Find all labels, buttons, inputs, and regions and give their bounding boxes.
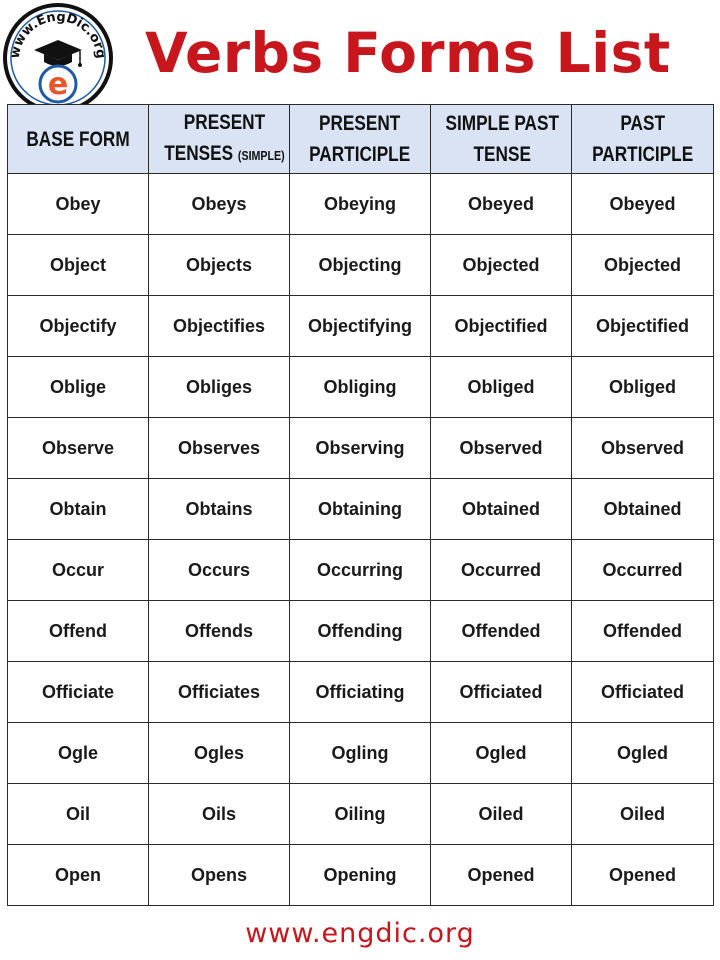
- verb-text: Objectified: [454, 315, 548, 336]
- verb-text: Obeyed: [467, 193, 535, 214]
- table-cell-present-participle: [290, 357, 431, 418]
- table-cell-simple-past-tense: [431, 540, 572, 601]
- table-row: [8, 784, 714, 845]
- table-cell-present-tense: [149, 418, 290, 479]
- verb-text: Oiled: [619, 803, 665, 824]
- table-cell-past-participle: [572, 357, 714, 418]
- table-cell-present-participle: [290, 845, 431, 906]
- column-header-label: [309, 108, 410, 170]
- table-cell-base-form: [8, 723, 149, 784]
- table-cell-base-form: [8, 601, 149, 662]
- table-cell-present-participle: [290, 540, 431, 601]
- verb-text: Occurred: [602, 559, 683, 580]
- verb-text: Obliged: [609, 376, 676, 397]
- table-cell-past-participle: [572, 723, 714, 784]
- verb-text: Obtained: [603, 498, 682, 519]
- table-cell-past-participle: [572, 540, 714, 601]
- table-cell-past-participle: [572, 601, 714, 662]
- column-header-label: [26, 124, 129, 155]
- verb-text: Officiating: [315, 681, 405, 702]
- table-cell-present-tense: [149, 479, 290, 540]
- table-cell-simple-past-tense: [431, 357, 572, 418]
- table-cell-simple-past-tense: [431, 662, 572, 723]
- verb-text: Oiled: [478, 803, 524, 824]
- table-cell-present-tense: [149, 723, 290, 784]
- table-cell-present-participle: [290, 479, 431, 540]
- verb-text: Oblige: [49, 376, 106, 397]
- table-row: [8, 540, 714, 601]
- header-note: (SIMPLE): [237, 148, 285, 163]
- table-cell-simple-past-tense: [431, 235, 572, 296]
- column-header-base-form: [8, 105, 149, 174]
- verb-text: Objected: [603, 254, 682, 275]
- verb-text: Observed: [459, 437, 543, 458]
- verb-text: Opens: [190, 864, 247, 885]
- table-row: [8, 357, 714, 418]
- column-header-label: [592, 108, 693, 170]
- table-cell-present-tense: [149, 845, 290, 906]
- table-body: [8, 174, 714, 906]
- logo-arc-text: www.EngDic.org: [7, 9, 109, 60]
- verb-text: Open: [54, 864, 101, 885]
- table-cell-simple-past-tense: [431, 845, 572, 906]
- table-cell-simple-past-tense: [431, 296, 572, 357]
- verb-text: Opening: [323, 864, 397, 885]
- header-line-2: PARTICIPLE: [591, 143, 694, 166]
- table-cell-present-participle: [290, 418, 431, 479]
- column-header-past-participle: [572, 105, 714, 174]
- verb-text: Oils: [201, 803, 236, 824]
- verb-text: Objectifies: [172, 315, 266, 336]
- table-cell-present-participle: [290, 784, 431, 845]
- verb-text: Observes: [177, 437, 261, 458]
- verb-text: Offended: [603, 620, 682, 641]
- header-line-1: BASE FORM: [26, 127, 130, 151]
- table-cell-base-form: [8, 174, 149, 235]
- verb-text: Objectifying: [307, 315, 412, 336]
- table-row: [8, 418, 714, 479]
- table-cell-past-participle: [572, 479, 714, 540]
- table-row: [8, 723, 714, 784]
- table-cell-base-form: [8, 235, 149, 296]
- table-cell-simple-past-tense: [431, 723, 572, 784]
- table-cell-present-participle: [290, 235, 431, 296]
- table-header: [8, 105, 714, 174]
- column-header-present-participle: [290, 105, 431, 174]
- verb-forms-table: [7, 104, 714, 906]
- verb-text: Obey: [55, 193, 101, 214]
- table-cell-past-participle: [572, 235, 714, 296]
- table-cell-base-form: [8, 296, 149, 357]
- header-line-2: PARTICIPLE: [309, 143, 411, 166]
- table-cell-past-participle: [572, 418, 714, 479]
- table-row: [8, 601, 714, 662]
- verb-text: Obliged: [467, 376, 535, 397]
- footer-url: www.engdic.org: [245, 918, 475, 949]
- table-cell-base-form: [8, 784, 149, 845]
- verb-text: Obtaining: [318, 498, 402, 519]
- column-header-present-tense: [149, 105, 290, 174]
- table-row: [8, 479, 714, 540]
- verb-text: Offended: [461, 620, 541, 641]
- verb-text: Object: [49, 254, 106, 275]
- table-cell-present-participle: [290, 296, 431, 357]
- table-cell-present-participle: [290, 601, 431, 662]
- table-cell-present-tense: [149, 601, 290, 662]
- table-row: [8, 174, 714, 235]
- verb-text: Opened: [608, 864, 676, 885]
- verb-text: Obliges: [185, 376, 252, 397]
- verb-text: Ogled: [616, 742, 668, 763]
- verb-text: Objects: [185, 254, 253, 275]
- table-cell-past-participle: [572, 784, 714, 845]
- table-cell-base-form: [8, 845, 149, 906]
- verb-text: Occurs: [187, 559, 251, 580]
- verb-text: Ogling: [331, 742, 389, 763]
- header-line-1: PRESENT: [319, 112, 401, 135]
- logo-letter: e: [47, 67, 69, 102]
- table-cell-present-tense: [149, 296, 290, 357]
- verb-text: Oiling: [334, 803, 386, 824]
- column-header-label: [445, 108, 559, 170]
- verb-text: Obliging: [323, 376, 397, 397]
- page-title: Verbs Forms List: [145, 21, 671, 85]
- verb-text: Oil: [65, 803, 90, 824]
- header-line-2: TENSE: [473, 143, 531, 166]
- table-cell-base-form: [8, 540, 149, 601]
- verb-text: Ogle: [57, 742, 98, 763]
- verb-text: Officiated: [459, 681, 543, 702]
- table-cell-base-form: [8, 479, 149, 540]
- table-cell-past-participle: [572, 662, 714, 723]
- verb-text: Observed: [600, 437, 685, 458]
- verb-text: Officiates: [177, 681, 261, 702]
- table-cell-base-form: [8, 357, 149, 418]
- table-row: [8, 845, 714, 906]
- verb-text: Obtains: [185, 498, 253, 519]
- verb-text: Obeyed: [609, 193, 676, 214]
- table-cell-simple-past-tense: [431, 174, 572, 235]
- table-cell-base-form: [8, 662, 149, 723]
- table-cell-past-participle: [572, 845, 714, 906]
- verb-text: Occurred: [460, 559, 542, 580]
- table-cell-simple-past-tense: [431, 601, 572, 662]
- table-cell-present-tense: [149, 540, 290, 601]
- verb-text: Ogles: [193, 742, 245, 763]
- table-row: [8, 296, 714, 357]
- verb-text: Obeying: [323, 193, 396, 214]
- verb-text: Offend: [49, 620, 107, 641]
- table-cell-past-participle: [572, 174, 714, 235]
- header-line-2: TENSES: [164, 142, 234, 165]
- verb-text: Ogled: [475, 742, 527, 763]
- header-line-1: PRESENT: [183, 111, 266, 134]
- table-cell-simple-past-tense: [431, 784, 572, 845]
- table-cell-present-tense: [149, 235, 290, 296]
- table-cell-past-participle: [572, 296, 714, 357]
- header-line-1: PAST: [620, 112, 665, 135]
- table-cell-present-tense: [149, 174, 290, 235]
- verb-text: Observing: [315, 437, 405, 458]
- verb-text: Observe: [41, 437, 115, 458]
- table-cell-present-participle: [290, 662, 431, 723]
- column-header-label: [164, 107, 284, 171]
- header-line-1: SIMPLE PAST: [445, 112, 560, 135]
- verb-text: Objected: [462, 254, 540, 275]
- verb-text: Officiate: [41, 681, 115, 702]
- engdic-logo: [2, 2, 114, 114]
- table-cell-base-form: [8, 418, 149, 479]
- verb-text: Obtain: [49, 498, 107, 519]
- verb-text: Objecting: [318, 254, 402, 275]
- verb-text: Officiated: [600, 681, 684, 702]
- table-cell-simple-past-tense: [431, 479, 572, 540]
- verb-text: Objectified: [595, 315, 689, 336]
- verb-text: Offends: [184, 620, 253, 641]
- verb-text: Obtained: [461, 498, 540, 519]
- verb-text: Occur: [51, 559, 105, 580]
- verb-text: Opened: [467, 864, 535, 885]
- table-row: [8, 235, 714, 296]
- table-cell-simple-past-tense: [431, 418, 572, 479]
- verb-text: Objectify: [39, 315, 117, 336]
- header-row: [8, 105, 714, 174]
- column-header-simple-past-tense: [431, 105, 572, 174]
- verb-text: Obeys: [191, 193, 247, 214]
- table-cell-present-tense: [149, 357, 290, 418]
- table-cell-present-participle: [290, 723, 431, 784]
- verb-text: Offending: [317, 620, 403, 641]
- table-cell-present-participle: [290, 174, 431, 235]
- verb-text: Occurring: [316, 559, 404, 580]
- table-cell-present-tense: [149, 784, 290, 845]
- table-cell-present-tense: [149, 662, 290, 723]
- table-row: [8, 662, 714, 723]
